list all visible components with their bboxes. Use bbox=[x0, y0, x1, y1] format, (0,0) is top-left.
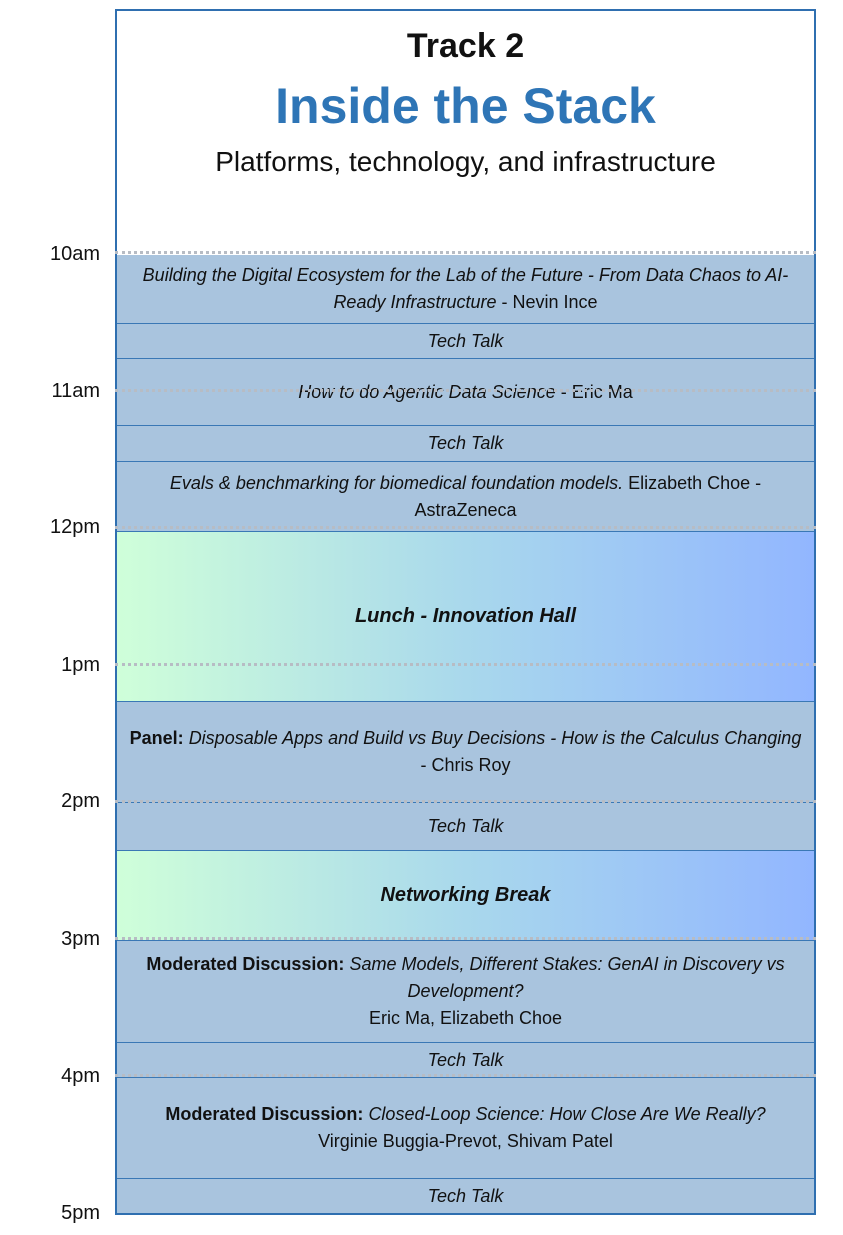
session-block[interactable] bbox=[117, 426, 814, 462]
track-title: Inside the Stack bbox=[275, 78, 656, 134]
session-title: Evals & benchmarking for biomedical foundation models. bbox=[169, 472, 624, 493]
session-speaker: Eric Ma, Elizabeth Choe bbox=[368, 1008, 563, 1028]
session-block[interactable] bbox=[117, 702, 814, 803]
time-label-4pm: 4pm bbox=[61, 1065, 100, 1087]
session-block[interactable] bbox=[117, 1078, 814, 1179]
session-block[interactable] bbox=[117, 359, 814, 426]
time-label-1pm: 1pm bbox=[61, 654, 100, 676]
session-title: Tech Talk bbox=[427, 1185, 504, 1206]
session-title: How to do Agentic Data Science bbox=[298, 381, 556, 402]
session-title: Tech Talk bbox=[427, 1049, 504, 1070]
session-block[interactable] bbox=[117, 803, 814, 851]
session-block[interactable] bbox=[117, 1043, 814, 1078]
track-header bbox=[117, 11, 814, 255]
time-label-5pm: 5pm bbox=[61, 1202, 100, 1224]
session-title: Tech Talk bbox=[427, 330, 504, 351]
session-block[interactable] bbox=[117, 941, 814, 1043]
session-speaker: Virginie Buggia-Prevot, Shivam Patel bbox=[318, 1131, 613, 1151]
session-title: Closed-Loop Science: How Close Are We Really? bbox=[368, 1104, 766, 1124]
time-label-10am: 10am bbox=[49, 243, 100, 265]
session-speaker: Elizabeth Choe - AstraZeneca bbox=[414, 472, 762, 520]
track-subtitle: Platforms, technology, and infrastructure bbox=[215, 146, 716, 177]
session-title: Tech Talk bbox=[427, 816, 504, 836]
track-column bbox=[115, 9, 816, 1215]
session-title: Disposable Apps and Build vs Buy Decisions - How is the Calculus Changing bbox=[188, 728, 802, 748]
session-block[interactable] bbox=[117, 1179, 814, 1213]
lunch-title: Lunch - Innovation Hall bbox=[354, 605, 577, 627]
session-block[interactable] bbox=[117, 255, 814, 324]
networking-break-title: Networking Break bbox=[380, 884, 551, 906]
session-title: Tech Talk bbox=[427, 433, 504, 453]
time-label-3pm: 3pm bbox=[61, 928, 100, 950]
session-speaker: - Nevin Ince bbox=[496, 292, 598, 312]
time-label-2pm: 2pm bbox=[61, 790, 100, 812]
lunch-block[interactable] bbox=[117, 532, 814, 702]
time-label-11am: 11am bbox=[51, 380, 100, 402]
session-title: Building the Digital Ecosystem for the Lab of the Future - From Data Chaos to AI-Ready Infrastructure bbox=[142, 265, 789, 312]
time-label-12pm: 12pm bbox=[49, 516, 100, 538]
session-block[interactable] bbox=[117, 324, 814, 359]
session-block[interactable] bbox=[117, 462, 814, 532]
session-title: Same Models, Different Stakes: GenAI in Discovery vs Development? bbox=[349, 954, 785, 1001]
session-prefix: Moderated Discussion: bbox=[146, 954, 345, 974]
session-prefix: Moderated Discussion: bbox=[165, 1104, 364, 1124]
session-speaker: - Eric Ma bbox=[555, 381, 633, 402]
networking-break-block[interactable] bbox=[117, 851, 814, 941]
session-speaker: - Chris Roy bbox=[420, 755, 511, 775]
track-number: Track 2 bbox=[406, 27, 525, 65]
session-prefix: Panel: bbox=[129, 728, 184, 748]
